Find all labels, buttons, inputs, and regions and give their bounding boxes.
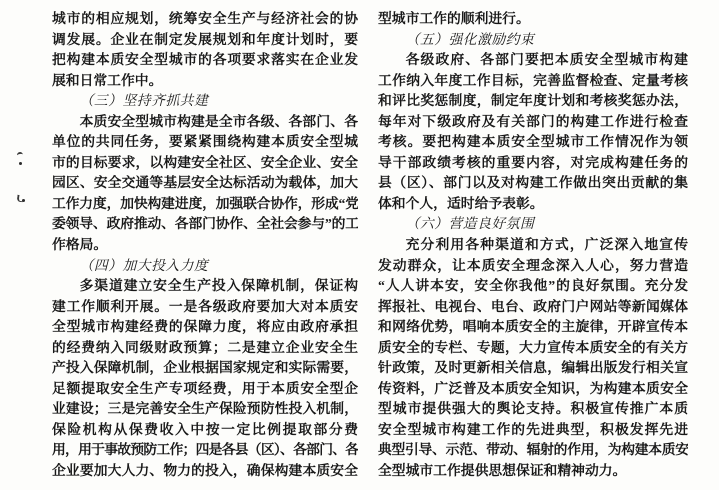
text-line: 本质安全型城市构建是全市各级、各部门、各 xyxy=(79,113,358,129)
text-line: 全型城市构建经费的保障力度，将应由政府承担 xyxy=(52,319,358,335)
text-line: 各级政府、各部门要把本质安全型城市构建 xyxy=(405,52,688,68)
text-line: 的经费纳入同级财政预算；二是建立企业安全生 xyxy=(52,339,358,355)
section-heading: （六）营造良好氛围 xyxy=(405,216,535,232)
text-column-right xyxy=(378,9,688,482)
text-line: 单位的共同任务，要紧紧围绕构建本质安全型城 xyxy=(52,134,358,150)
text-line: 园区、安全交通等基层安全达标活动为载体，加大 xyxy=(52,175,358,191)
text-line: 城市的相应规划，统筹安全生产与经济社会的协 xyxy=(52,11,358,26)
text-line: 型城市工作的顺利进行。 xyxy=(378,11,530,26)
text-line: 安全型城市构建工作的先进典型，积极发挥先进 xyxy=(378,421,688,437)
text-line: 足额提取安全生产专项经费，用于本质安全型企 xyxy=(52,380,358,396)
text-line: 针政策，及时更新相关信息，编辑出版发行相关宣 xyxy=(378,360,688,376)
section-heading: （五）强化激励约束 xyxy=(405,31,535,47)
text-line: 保险机构从保费收入中按一定比例提取部分费 xyxy=(52,421,358,437)
text-line: 县（区）、部门以及对构建工作做出突出贡献的集 xyxy=(378,175,688,191)
text-line: 每年对下级政府及有关部门的构建工作进行检查 xyxy=(378,113,688,129)
text-line: 和评比奖惩制度，制定年度计划和考核奖惩办法， xyxy=(378,93,688,109)
text-line: 考核。要把构建本质安全型城市工作情况作为领 xyxy=(378,134,688,150)
text-line: 调发展。企业在制定发展规划和年度计划时，要 xyxy=(52,31,358,47)
text-line: 导干部政绩考核的重要内容，对完成构建任务的 xyxy=(378,154,688,170)
ink-speck-bottom xyxy=(17,195,26,208)
text-line: 质安全的专栏、专题，大力宣传本质安全的有关方 xyxy=(378,339,688,355)
text-line: 产投入保障机制，企业根据国家规定和实际需要， xyxy=(52,360,358,376)
text-line: 工作纳入年度工作目标，完善监督检查、定量考核 xyxy=(378,72,688,88)
text-line: 委领导、政府推动、各部门协作、全社会参与”的工 xyxy=(52,216,358,232)
text-line: 和网络优势，唱响本质安全的主旋律，开辟宣传本 xyxy=(378,319,688,335)
text-line: 挥报社、电视台、电台、政府门户网站等新闻媒体 xyxy=(378,298,688,314)
text-line: 工作力度，加快构建进度，加强联合协作，形成“党 xyxy=(52,195,358,211)
text-line: 典型引导、示范、带动、辐射的作用，为构建本质安 xyxy=(378,442,688,458)
text-line: 把构建本质安全型城市的各项要求落实在企业发 xyxy=(52,52,358,68)
text-line: 用，用于事故预防工作；四是各县（区）、各部门、各 xyxy=(52,442,358,458)
text-line: 体和个人，适时给予表彰。 xyxy=(378,195,544,211)
text-line: 企业要加大人力、物力的投入，确保构建本质安全 xyxy=(52,463,358,479)
text-line: “人人讲本安，安全你我他”的良好氛围。充分发 xyxy=(378,278,688,294)
text-column-left xyxy=(52,9,358,482)
ink-speck-top xyxy=(17,152,26,165)
section-heading: （四）加大投入力度 xyxy=(79,257,209,273)
text-line: 作格局。 xyxy=(52,237,108,253)
text-line: 型城市提供强大的舆论支持。积极宣传推广本质 xyxy=(378,401,688,417)
text-line: 建工作顺利开展。一是各级政府要加大对本质安 xyxy=(52,298,358,314)
text-line: 业建设；三是完善安全生产保险预防性投入机制， xyxy=(52,401,358,417)
text-line: 发动群众，让本质安全理念深入人心，努力营造 xyxy=(378,257,688,273)
text-line: 充分利用各种渠道和方式，广泛深入地宣传 xyxy=(405,237,688,253)
text-line: 市的目标要求，以构建安全社区、安全企业、安全 xyxy=(52,154,358,170)
text-line: 全型城市工作提供思想保证和精神动力。 xyxy=(378,463,627,479)
text-line: 多渠道建立安全生产投入保障机制，保证构 xyxy=(79,278,358,294)
text-line: 展和日常工作中。 xyxy=(52,72,163,88)
section-heading: （三）坚持齐抓共建 xyxy=(79,93,209,109)
text-line: 传资料，广泛普及本质安全知识，为构建本质安全 xyxy=(378,380,688,396)
